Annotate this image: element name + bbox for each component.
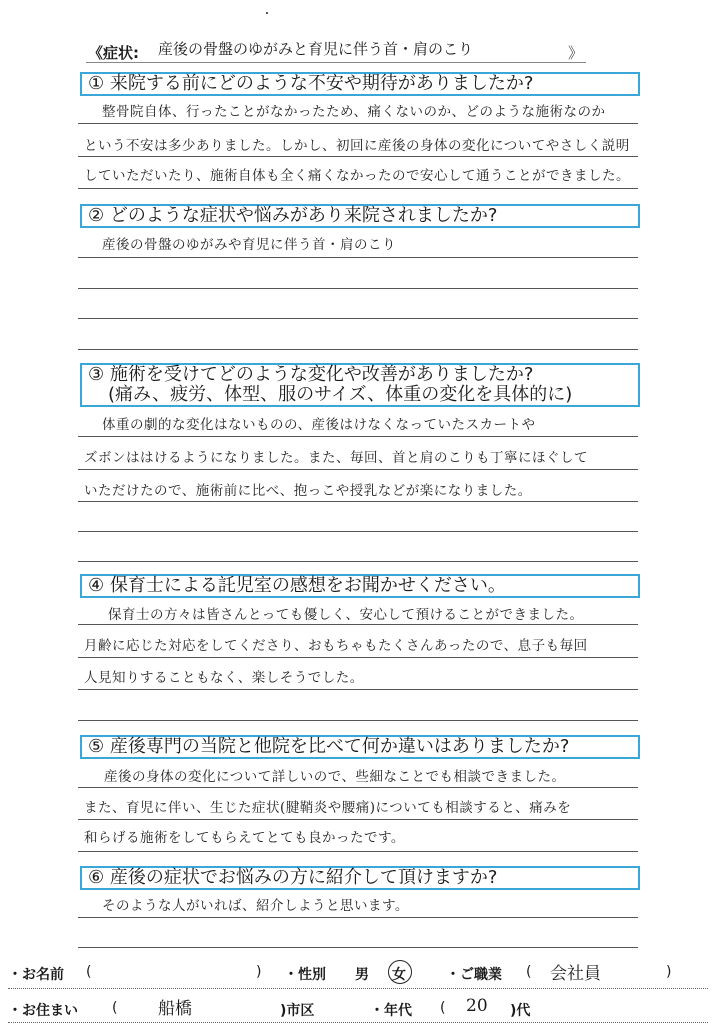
age-open: ( bbox=[440, 1000, 446, 1016]
scan-dot bbox=[266, 12, 268, 14]
answer-6-line-1: そのような人がいれば、紹介しようと思います。 bbox=[102, 898, 409, 914]
rule bbox=[78, 501, 638, 502]
answer-3-line-1: 体重の劇的な変化はないものの、産後はけなくなっていたスカートや bbox=[102, 417, 536, 433]
rule bbox=[78, 436, 638, 437]
name-close: ) bbox=[256, 964, 262, 980]
rule bbox=[78, 257, 638, 258]
rule bbox=[78, 787, 638, 788]
symptom-text: 産後の骨盤のゆがみと育児に伴う首・肩のこり bbox=[158, 40, 474, 58]
answer-3-line-3: いただけたので、施術前に比べ、抱っこや授乳などが楽になりました。 bbox=[84, 483, 532, 499]
question-6: ⑥ 産後の症状でお悩みの方に紹介して頂けますか? bbox=[80, 866, 640, 890]
rule bbox=[78, 531, 638, 532]
gender-label: ・性別 bbox=[284, 967, 326, 983]
footer-rule bbox=[8, 1022, 708, 1023]
question-4: ④ 保育士による託児室の感想をお聞かせください。 bbox=[80, 574, 640, 598]
rule bbox=[78, 917, 638, 918]
answer-4-line-3: 人見知りすることもなく、楽しそうでした。 bbox=[84, 670, 364, 686]
name-label: ・お名前 bbox=[8, 967, 64, 983]
symptom-label: 《症状: bbox=[88, 44, 139, 62]
question-3-label: ③ 施術を受けてどのような変化や改善がありましたか? bbox=[88, 364, 534, 385]
answer-1-line-2: という不安は多少ありました。しかし、初回に産後の身体の変化についてやさしく説明 bbox=[84, 138, 630, 154]
question-5: ⑤ 産後専門の当院と他院を比べて何か違いはありましたか? bbox=[80, 735, 640, 759]
job-open: ( bbox=[526, 964, 532, 980]
answer-3-line-2: ズボンははけるようになりました。また、毎回、首と肩のこりも丁寧にほぐして bbox=[84, 450, 588, 466]
address-value: 船橋 bbox=[158, 999, 192, 1019]
rule bbox=[78, 288, 638, 289]
job-label: ・ご職業 bbox=[446, 967, 502, 983]
gender-male: 男 bbox=[355, 967, 369, 983]
answer-1-line-1: 整骨院自体、行ったことがなかったため、痛くないのか、どのような施術なのか bbox=[102, 104, 606, 120]
symptom-rule bbox=[86, 62, 586, 63]
rule bbox=[78, 689, 638, 690]
answer-5-line-1: 産後の身体の変化について詳しいので、些細なことでも相談できました。 bbox=[104, 769, 566, 785]
rule bbox=[78, 349, 638, 350]
age-close: )代 bbox=[510, 1003, 531, 1019]
rule bbox=[78, 851, 638, 852]
job-value: 会社員 bbox=[550, 964, 601, 984]
question-1: ① 来院する前にどのような不安や期待がありましたか? bbox=[80, 72, 640, 96]
rule bbox=[78, 819, 638, 820]
answer-5-line-3: 和らげる施術をしてもらえてとても良かったです。 bbox=[84, 830, 405, 846]
age-value: 20 bbox=[466, 996, 488, 1016]
rule bbox=[78, 657, 638, 658]
answer-2-line-1: 産後の骨盤のゆがみや育児に伴う首・肩のこり bbox=[102, 237, 396, 253]
address-close: )市区 bbox=[280, 1003, 315, 1019]
footer-rule bbox=[8, 988, 708, 989]
gender-female: 女 bbox=[392, 967, 406, 983]
name-open: ( bbox=[86, 964, 92, 980]
age-label: ・年代 bbox=[370, 1003, 412, 1019]
rule bbox=[78, 156, 638, 157]
question-3-sublabel: (痛み、疲労、体型、服のサイズ、体重の変化を具体的に) bbox=[108, 384, 573, 405]
question-2: ② どのような症状や悩みがあり来院されましたか? bbox=[80, 204, 640, 228]
job-close: ) bbox=[666, 964, 672, 980]
address-label: ・お住まい bbox=[8, 1003, 78, 1019]
answer-5-line-2: また、育児に伴い、生じた症状(腱鞘炎や腰痛)についても相談すると、痛みを bbox=[84, 800, 572, 816]
address-open: ( bbox=[112, 1000, 118, 1016]
rule bbox=[78, 318, 638, 319]
rule bbox=[78, 123, 638, 124]
rule bbox=[78, 188, 638, 189]
rule bbox=[78, 720, 638, 721]
symptom-close: 》 bbox=[568, 44, 584, 62]
question-3 bbox=[80, 363, 640, 407]
answer-4-line-1: 保育士の方々は皆さんとっても優しく、安心して預けることができました。 bbox=[108, 607, 584, 623]
answer-4-line-2: 月齢に応じた対応をしてくださり、おもちゃもたくさんあったので、息子も毎回 bbox=[84, 638, 588, 654]
answer-1-line-3: していただいたり、施術自体も全く痛くなかったので安心して通うことができました。 bbox=[84, 168, 630, 184]
rule bbox=[78, 469, 638, 470]
rule bbox=[78, 624, 638, 625]
rule bbox=[78, 561, 638, 562]
rule bbox=[78, 947, 638, 948]
